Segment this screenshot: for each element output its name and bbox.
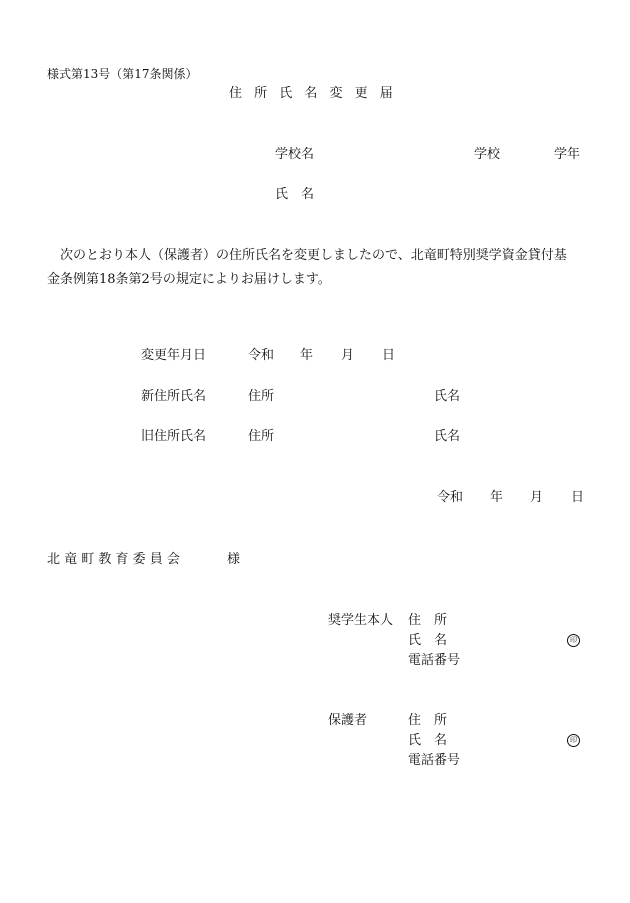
submission-date-year-unit: 年 <box>490 490 504 505</box>
new-address-label: 住所 <box>248 389 275 404</box>
student-phone-label: 電話番号 <box>408 653 461 668</box>
submission-date-month-unit: 月 <box>530 490 544 505</box>
grade-suffix: 学年 <box>554 147 581 162</box>
school-suffix: 学校 <box>474 147 501 162</box>
addressee-name: 北 竜 町 教 育 委 員 会 <box>47 552 180 567</box>
new-name-label: 氏名 <box>434 389 461 404</box>
old-name-label: 氏名 <box>434 429 461 444</box>
new-address-name-label: 新住所氏名 <box>141 389 207 404</box>
guardian-address-label: 住 所 <box>408 713 448 728</box>
change-date-year-unit: 年 <box>300 348 314 363</box>
notice-line-2: 金条例第18条第2号の規定によりお届けします。 <box>47 272 331 287</box>
old-address-name-label: 旧住所氏名 <box>141 429 207 444</box>
addressee-honorific: 様 <box>227 552 241 567</box>
student-role-label: 奨学生本人 <box>328 613 394 628</box>
student-name-label: 氏 名 <box>275 187 315 202</box>
submission-date-day-unit: 日 <box>571 490 585 505</box>
notice-line-1: 次のとおり本人（保護者）の住所氏名を変更しましたので、北竜町特別奨学資金貸付基 <box>47 248 567 263</box>
change-date-era: 令和 <box>248 348 275 363</box>
guardian-role-label: 保護者 <box>328 713 368 728</box>
change-date-day-unit: 日 <box>382 348 396 363</box>
student-address-label: 住 所 <box>408 613 448 628</box>
student-signature-name-label: 氏 名 <box>408 633 448 648</box>
change-date-month-unit: 月 <box>341 348 355 363</box>
guardian-seal-mark: 印 <box>567 734 580 747</box>
school-name-label: 学校名 <box>275 147 315 162</box>
form-number: 様式第13号（第17条関係） <box>47 67 198 81</box>
old-address-label: 住所 <box>248 429 275 444</box>
guardian-signature-name-label: 氏 名 <box>408 733 448 748</box>
change-date-label: 変更年月日 <box>141 348 207 363</box>
student-seal-mark: 印 <box>567 634 580 647</box>
submission-date-era: 令和 <box>437 490 464 505</box>
guardian-phone-label: 電話番号 <box>408 753 461 768</box>
notice-paragraph <box>47 244 587 292</box>
form-title: 住 所 氏 名 変 更 届 <box>229 86 393 101</box>
